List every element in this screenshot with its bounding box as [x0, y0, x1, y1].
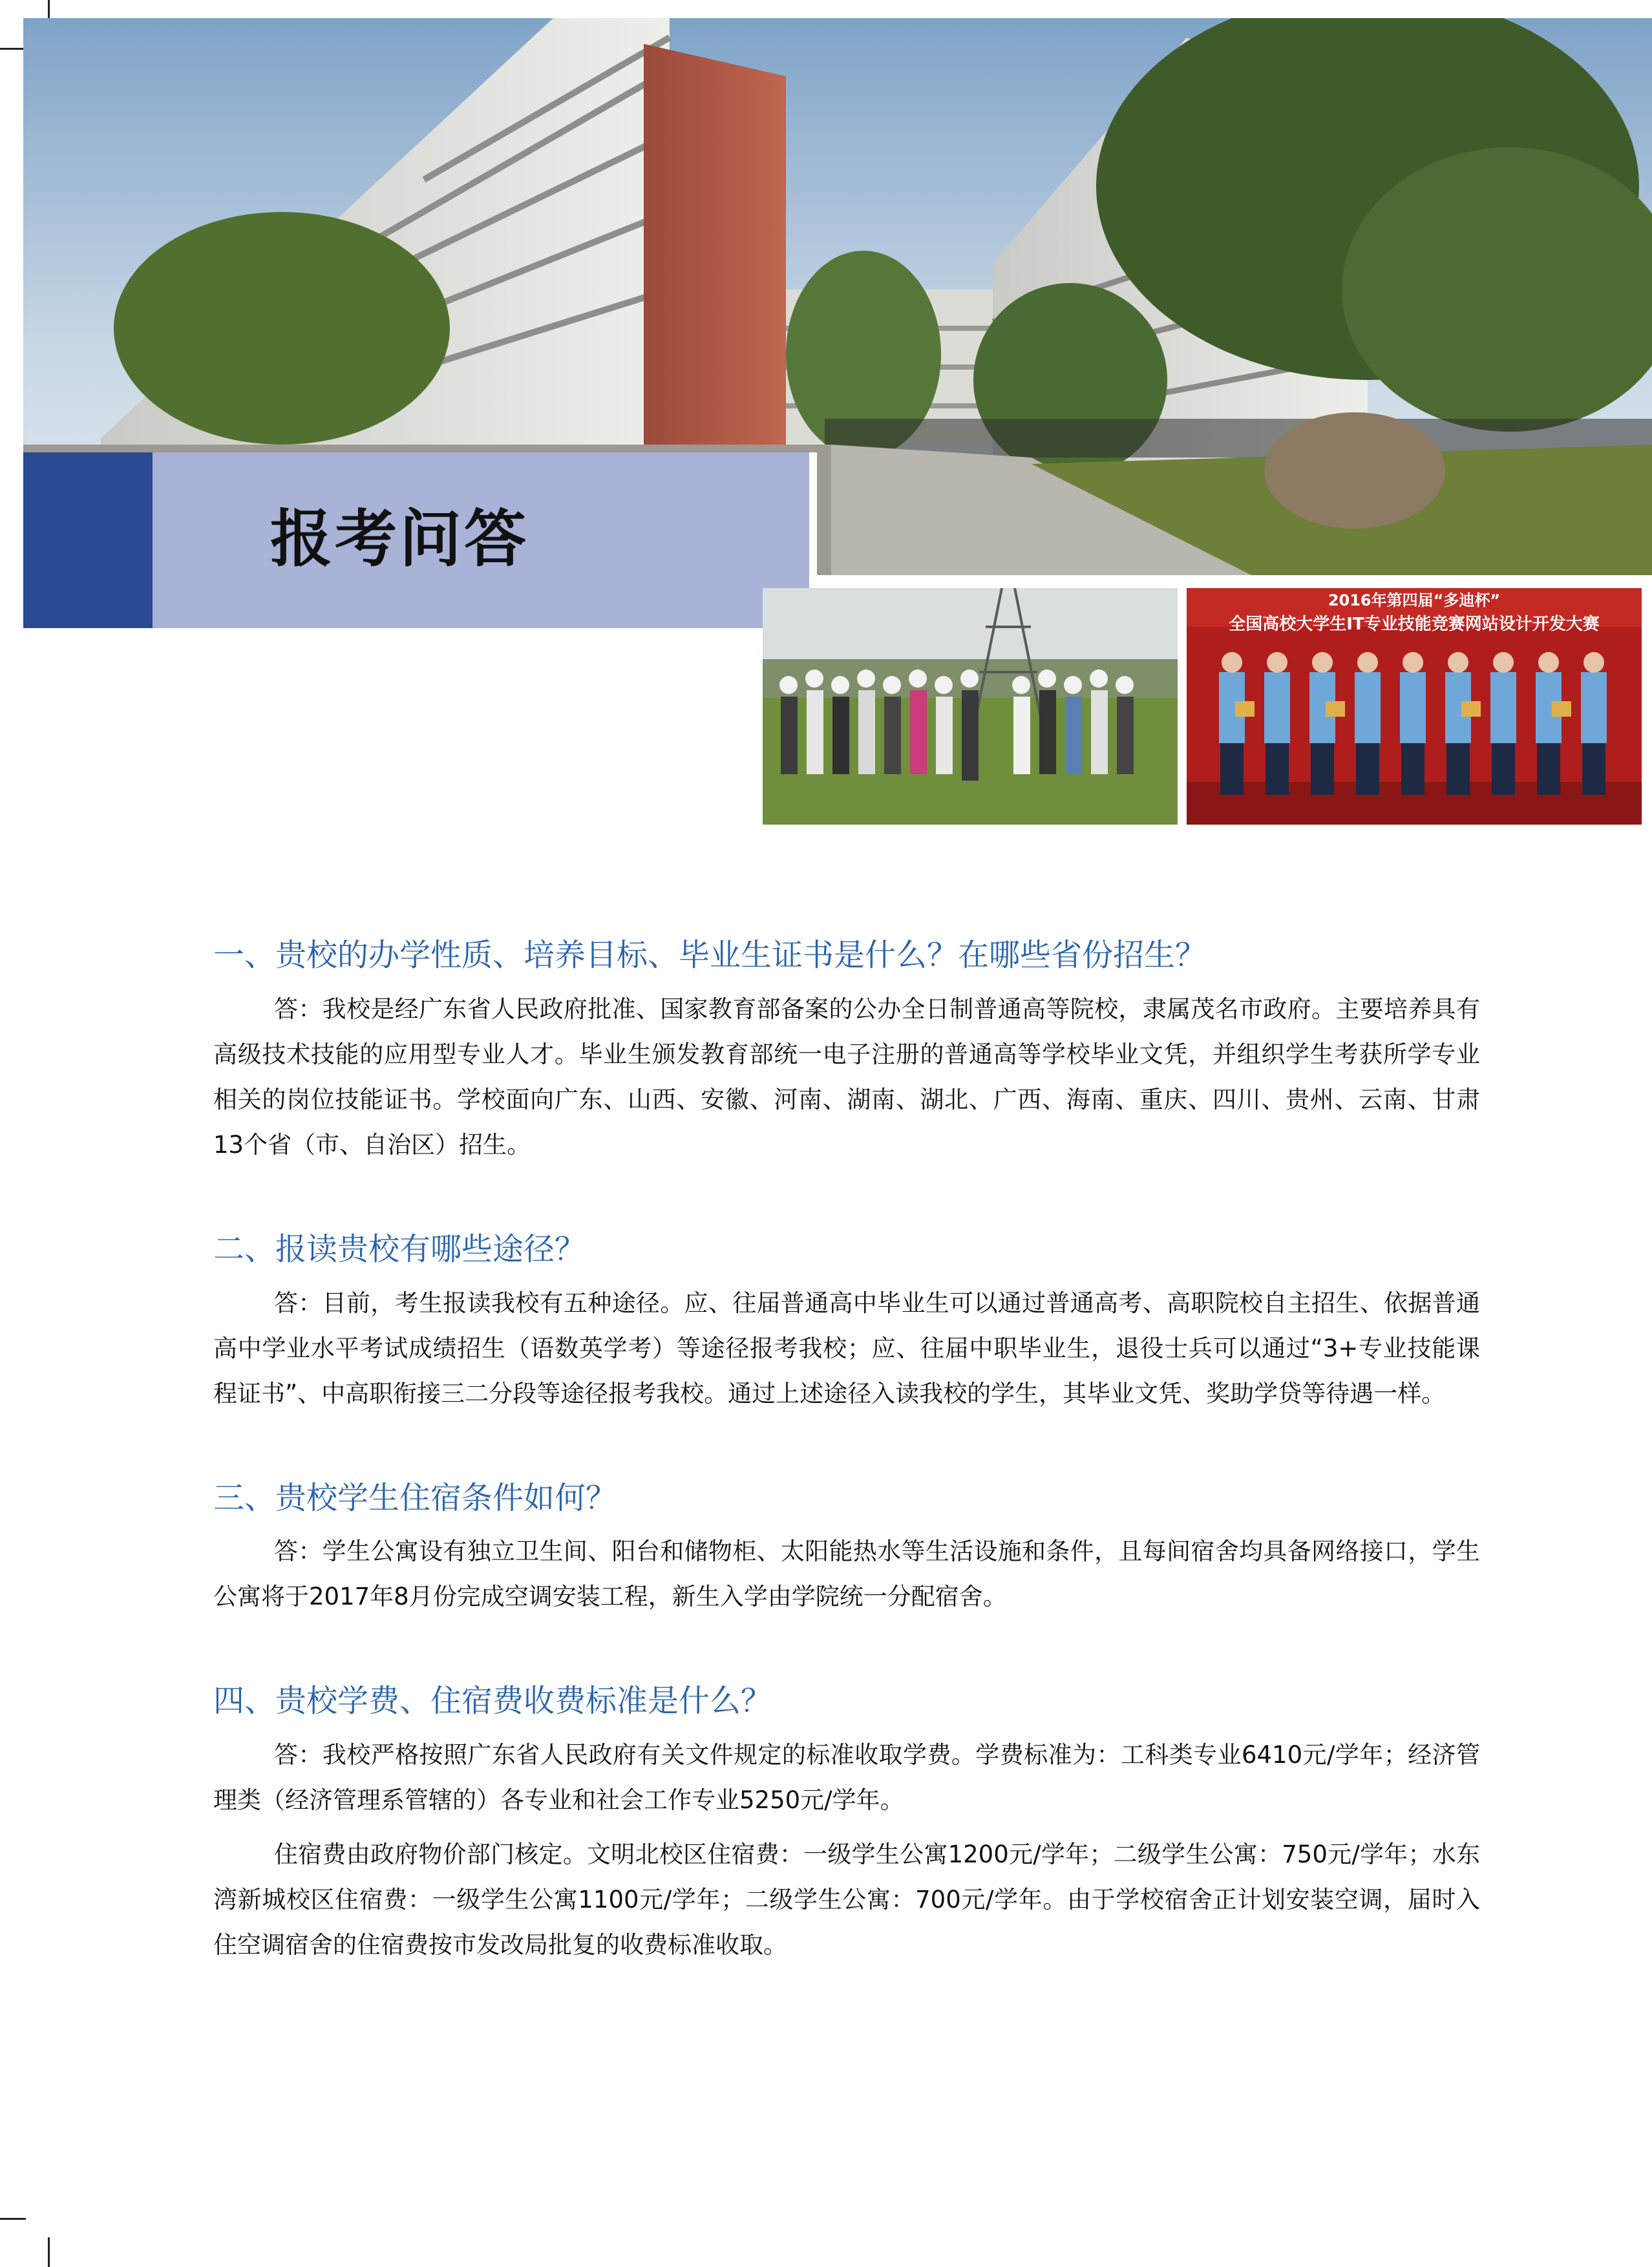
qa-item	[213, 1676, 1480, 1968]
answer-paragraph: 住宿费由政府物价部门核定。文明北校区住宿费：一级学生公寓1200元/学年；二级学生公寓：750元/学年；水东湾新城校区住宿费：一级学生公寓1100元/学年；二级学生公寓：700元/学年。由于学校宿舍正计划安装空调，届时入住空调宿舍的住宿费按市发改局批复的收费标准收取。	[213, 1840, 1480, 1959]
qa-item	[213, 1473, 1480, 1620]
photo-separator-h	[809, 575, 1652, 585]
section-title-block	[23, 452, 809, 628]
qa-item	[213, 1225, 1480, 1417]
question-heading: 四、贵校学费、住宿费收费标准是什么？	[213, 1683, 772, 1720]
answer-paragraph: 答：学生公寓设有独立卫生间、阳台和储物柜、太阳能热水等生活设施和条件，且每间宿舍均具备网络接口，学生公寓将于2017年8月份完成空调安装工程，新生入学由学院统一分配宿舍。	[213, 1537, 1480, 1611]
qa-item	[213, 931, 1480, 1168]
title-accent-bar	[23, 452, 153, 628]
question-heading: 一、贵校的办学性质、培养目标、毕业生证书是什么？在哪些省份招生？	[213, 937, 1207, 973]
group-photo-outdoor	[763, 588, 1178, 825]
answer-paragraph: 答：我校是经广东省人民政府批准、国家教育部备案的公办全日制普通高等院校，隶属茂名市政府。主要培养具有高级技术技能的应用型专业人才。毕业生颁发教育部统一电子注册的普通高等学校毕业文凭，并组织学生考获所学专业相关的岗位技能证书。学校面向广东、山西、安徽、河南、湖南、湖北、广西、海南、重庆、四川、贵州、云南、甘肃13个省（市、自治区）招生。	[213, 995, 1480, 1159]
page-title: 报考问答	[270, 503, 529, 575]
crop-mark-top-h	[0, 48, 26, 50]
banner-line-1: 2016年第四届“多迪杯”	[1328, 591, 1501, 609]
crop-mark-bottom-v	[48, 2237, 50, 2267]
banner-line-2: 全国高校大学生IT专业技能竞赛网站设计开发大赛	[1229, 615, 1600, 634]
question-heading: 三、贵校学生住宿条件如何？	[213, 1479, 617, 1516]
award-ceremony-photo	[1187, 588, 1642, 825]
answer-paragraph: 答：目前，考生报读我校有五种途径。应、往届普通高中毕业生可以通过普通高考、高职院校自主招生、依据普通高中学业水平考试成绩招生（语数英学考）等途径报考我校；应、往届中职毕业生，退役士兵可以通过“3+专业技能课程证书”、中高职衔接三二分段等途径报考我校。通过上述途径入读我校的学生，其毕业文凭、奖助学贷等待遇一样。	[213, 1289, 1480, 1408]
question-heading: 二、报读贵校有哪些途径？	[213, 1230, 586, 1267]
answer-paragraph: 答：我校严格按照广东省人民政府有关文件规定的标准收取学费。学费标准为：工科类专业6410元/学年；经济管理类（经济管理系管辖的）各专业和社会工作专业5250元/学年。	[213, 1741, 1480, 1815]
crop-mark-bottom-h	[0, 2218, 26, 2220]
qa-content	[213, 931, 1480, 2025]
